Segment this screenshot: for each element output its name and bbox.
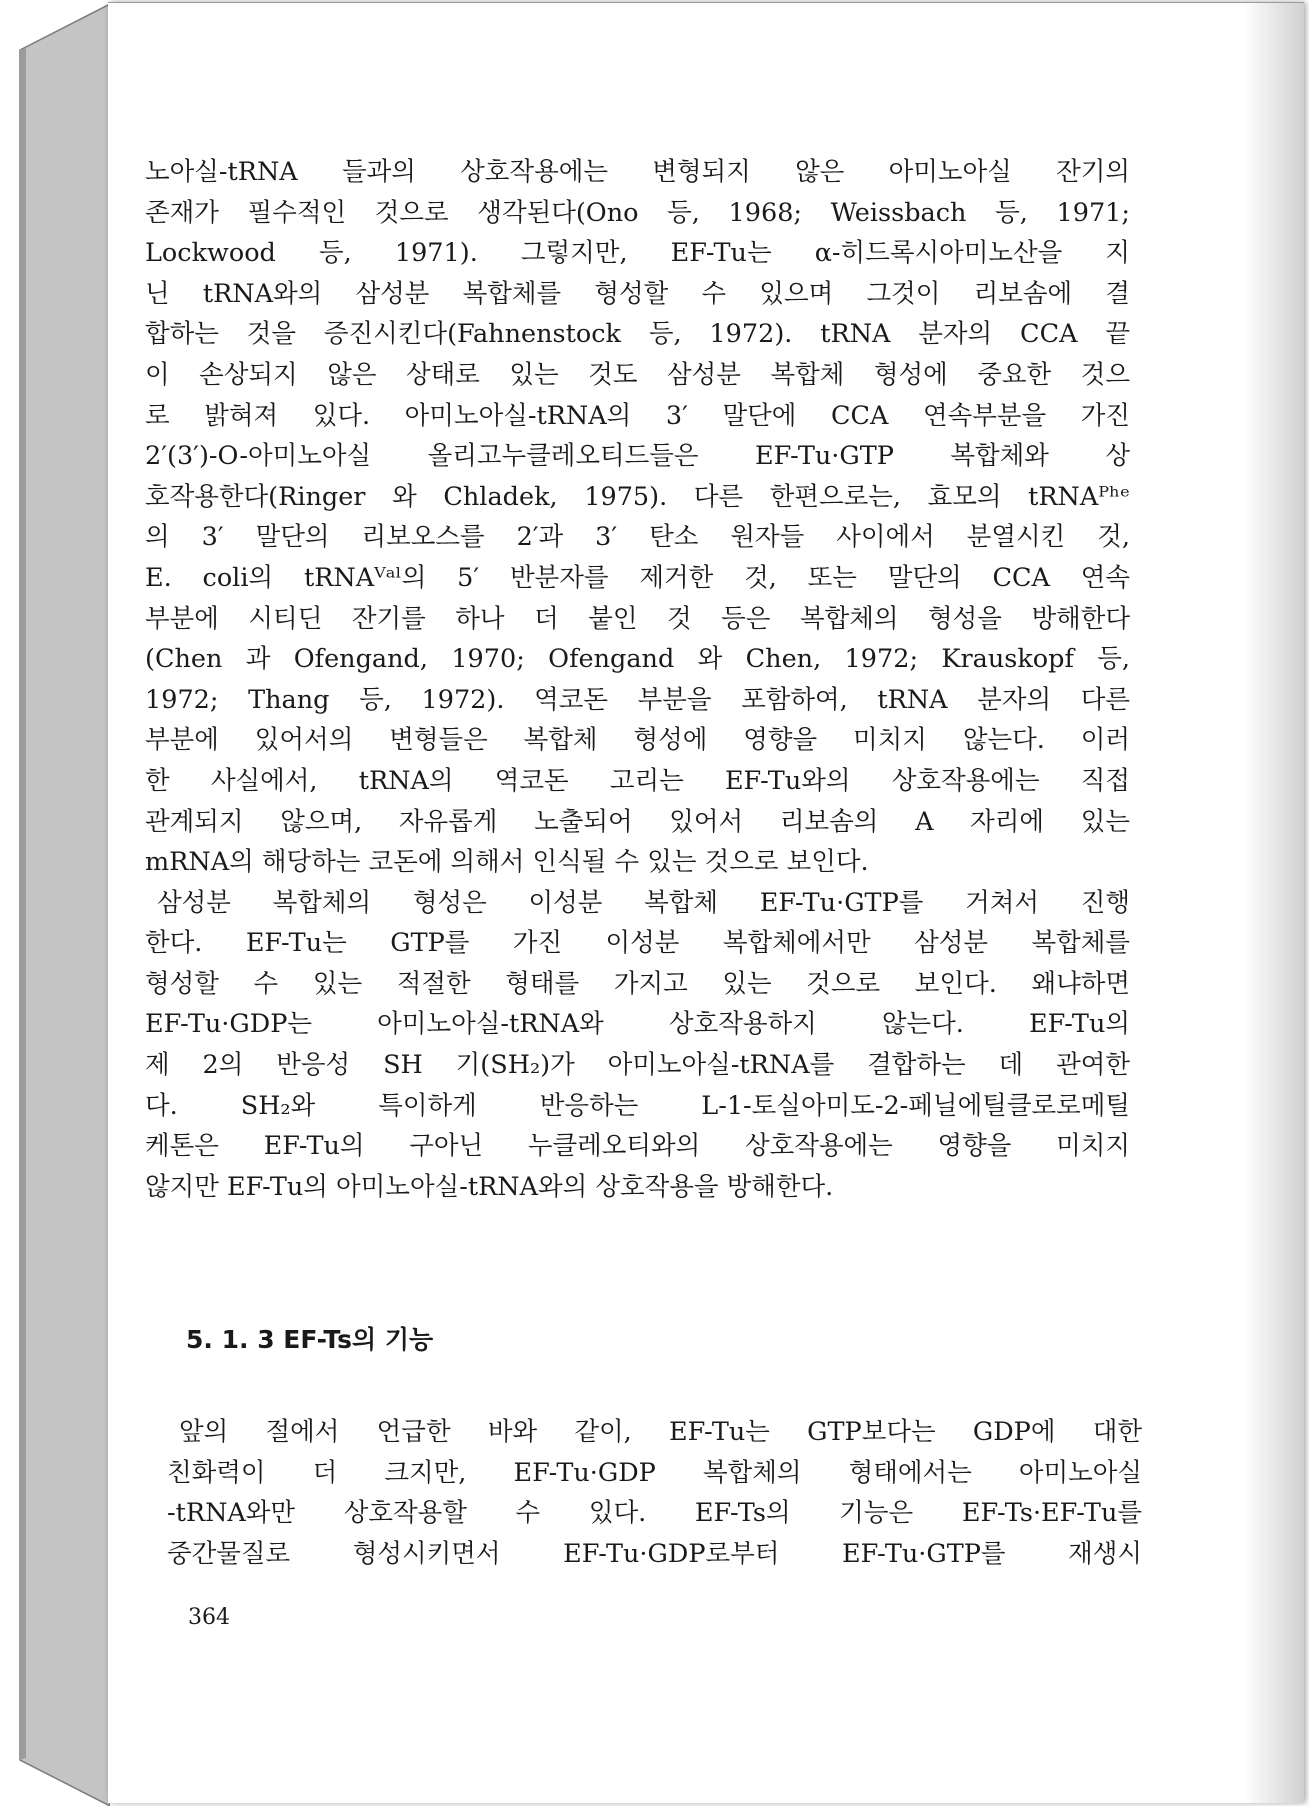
text-line: 이 손상되지 않은 상태로 있는 것도 삼성분 복합체 형성에 중요한 것으 [145, 359, 1130, 390]
text-line: 형성할 수 있는 적절한 형태를 가지고 있는 것으로 보인다. 왜냐하면 [145, 968, 1130, 999]
text-line: EF-Tu·GDP는 아미노아실-tRNA와 상호작용하지 않는다. EF-Tu의 [145, 1009, 1130, 1040]
text-line: 관계되지 않으며, 자유롭게 노출되어 있어서 리보솜의 A 자리에 있는 [145, 806, 1130, 837]
text-line: 노아실-tRNA 들과의 상호작용에는 변형되지 않은 아미노아실 잔기의 [145, 157, 1130, 187]
text-line: 합하는 것을 증진시킨다(Fahnenstock 등, 1972). tRNA 분자의 CCA 끝 [145, 319, 1130, 350]
text-line: 부분에 시티딘 잔기를 하나 더 붙인 것 등은 복합체의 형성을 방해한다 [145, 603, 1130, 634]
text-line: 한다. EF-Tu는 GTP를 가진 이성분 복합체에서만 삼성분 복합체를 [145, 928, 1130, 959]
text-line: mRNA의 해당하는 코돈에 의해서 인식될 수 있는 것으로 보인다. [145, 847, 869, 878]
page-edge-shade [1244, 3, 1304, 1803]
text-line: 삼성분 복합체의 형성은 이성분 복합체 EF-Tu·GTP를 거쳐서 진행 [157, 887, 1130, 918]
text-line: 친화력이 더 크지만, EF-Tu·GDP 복합체의 형태에서는 아미노아실 [167, 1457, 1142, 1488]
text-line: 앞의 절에서 언급한 바와 같이, EF-Tu는 GTP보다는 GDP에 대한 [179, 1417, 1142, 1447]
text-line: 2′(3′)-O-아미노아실 올리고누클레오티드들은 EF-Tu·GTP 복합체와 상 [145, 441, 1130, 472]
text-line: 닌 tRNA와의 삼성분 복합체를 형성할 수 있으며 그것이 리보솜에 결 [145, 278, 1130, 309]
text-line: 1972; Thang 등, 1972). 역코돈 부분을 포함하여, tRNA 분자의 다른 [145, 684, 1130, 715]
text-line: E. coli의 tRNAⱽᵃˡ의 5′ 반분자를 제거한 것, 또는 말단의 CCA 연속 [145, 562, 1130, 593]
text-line: 다. SH₂와 특이하게 반응하는 L-1-토실아미도-2-페닐에틸클로로메틸 [145, 1090, 1130, 1121]
text-line: 중간물질로 형성시키면서 EF-Tu·GDP로부터 EF-Tu·GTP를 재생시 [167, 1538, 1142, 1569]
book-spine-edge [0, 0, 110, 1806]
text-line: 의 3′ 말단의 리보오스를 2′과 3′ 탄소 원자들 사이에서 분열시킨 것, [145, 522, 1130, 553]
text-line: 호작용한다(Ringer 와 Chladek, 1975). 다른 한편으로는, 효모의 tRNAᴾʰᵉ [145, 481, 1130, 512]
text-line: 부분에 있어서의 변형들은 복합체 형성에 영향을 미치지 않는다. 이러 [145, 725, 1130, 756]
text-line: 존재가 필수적인 것으로 생각된다(Ono 등, 1968; Weissbach 등, 1971; [145, 197, 1130, 228]
text-line: 제 2의 반응성 SH 기(SH₂)가 아미노아실-tRNA를 결합하는 데 관여한 [145, 1050, 1130, 1081]
body-text-section [167, 1412, 1142, 1574]
body-text-main [145, 152, 1130, 1207]
text-line: 케톤은 EF-Tu의 구아닌 누클레오티와의 상호작용에는 영향을 미치지 [145, 1131, 1130, 1162]
text-line: 않지만 EF-Tu의 아미노아실-tRNA와의 상호작용을 방해한다. [145, 1171, 834, 1202]
text-line: Lockwood 등, 1971). 그렇지만, EF-Tu는 α-히드록시아미노산을 지 [145, 238, 1130, 269]
page-number: 364 [188, 1605, 230, 1630]
text-line: -tRNA와만 상호작용할 수 있다. EF-Ts의 기능은 EF-Ts·EF-Tu를 [167, 1498, 1142, 1529]
text-line: (Chen 과 Ofengand, 1970; Ofengand 와 Chen, 1972; Krauskopf 등, [145, 644, 1130, 675]
section-heading: 5. 1. 3 EF-Ts의 기능 [186, 1325, 434, 1354]
text-line: 로 밝혀져 있다. 아미노아실-tRNA의 3′ 말단에 CCA 연속부분을 가진 [145, 400, 1130, 431]
text-line: 한 사실에서, tRNA의 역코돈 고리는 EF-Tu와의 상호작용에는 직접 [145, 765, 1130, 796]
